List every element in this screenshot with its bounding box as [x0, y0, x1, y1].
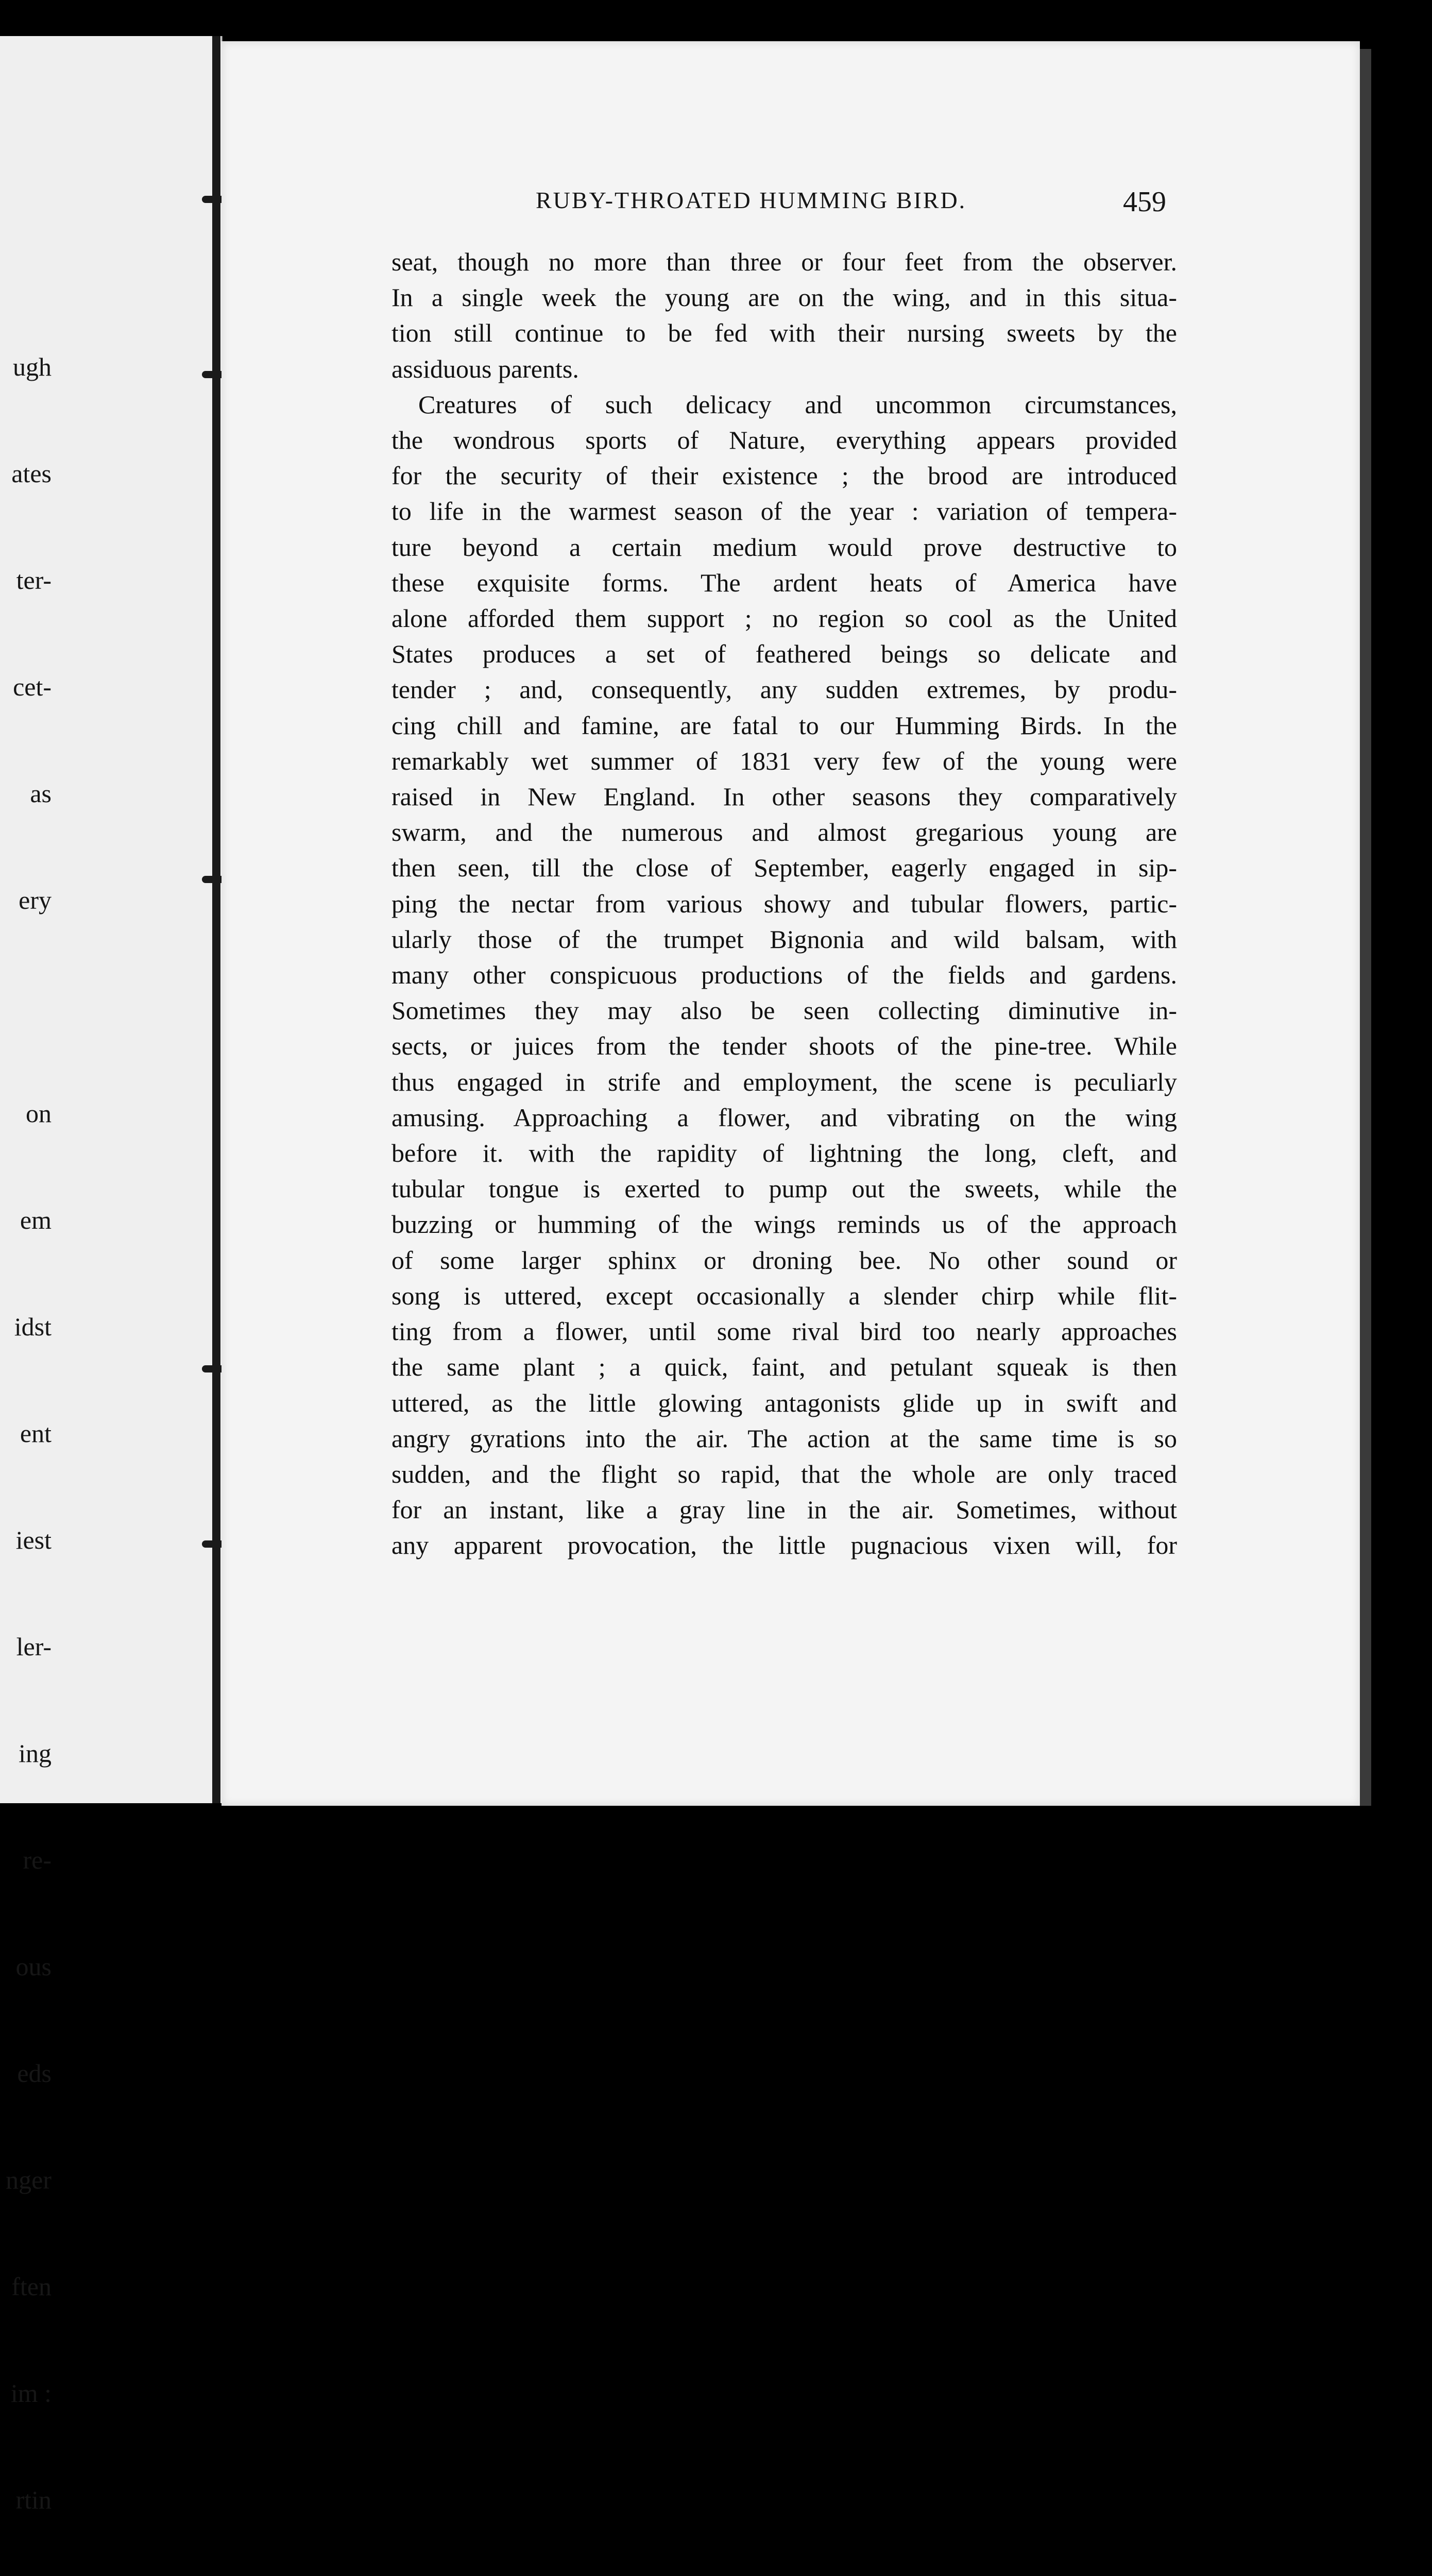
text-line: ularly those of the trumpet Bignonia and wild balsam, with — [391, 924, 1177, 954]
facing-line: ter- — [16, 566, 52, 595]
text-line: song is uttered, except occasionally a slender chirp while flit- — [391, 1281, 1177, 1310]
text-line: cing chill and famine, are fatal to our Humming Birds. In the — [391, 710, 1177, 740]
text-line: Creatures of such delicacy and uncommon circumstances, — [418, 389, 1177, 419]
text-line: many other conspicuous productions of the fields and gardens. — [391, 960, 1177, 990]
text-line: alone afforded them support ; no region so cool as the United — [391, 604, 1177, 633]
text-line: buzzing or humming of the wings reminds us of the approach — [391, 1210, 1177, 1239]
facing-line: rtin — [15, 2485, 52, 2514]
facing-line: ent — [20, 1419, 52, 1448]
text-line: uttered, as the little glowing antagonists glide up in swift and — [391, 1388, 1177, 1417]
facing-line: ates — [11, 459, 52, 488]
text-line: then seen, till the close of September, eagerly engaged in sip- — [391, 853, 1177, 883]
facing-line: em — [20, 1206, 52, 1234]
text-line: angry gyrations into the air. The action at the same time is so — [391, 1423, 1177, 1453]
page-number: 459 — [1123, 186, 1166, 218]
facing-line: nger — [6, 2165, 52, 2194]
facing-line: eds — [17, 2059, 52, 2088]
facing-line: ugh — [13, 352, 52, 381]
text-line: to life in the warmest season of the year : variation of tempera- — [391, 497, 1177, 526]
facing-line: ing — [19, 1739, 52, 1768]
facing-line: as — [30, 779, 52, 808]
text-line: amusing. Approaching a flower, and vibrating on the wing — [391, 1103, 1177, 1132]
text-line: of some larger sphinx or droning bee. No other sound or — [391, 1245, 1177, 1275]
text-line: these exquisite forms. The ardent heats of America have — [391, 568, 1177, 597]
text-line: sects, or juices from the tender shoots of the pine-tree. While — [391, 1031, 1177, 1061]
text-line: swarm, and the numerous and almost gregarious young are — [391, 818, 1177, 847]
body-text — [391, 244, 1177, 1564]
facing-page — [0, 36, 223, 2514]
facing-page-text — [0, 278, 52, 2576]
text-line: seat, though no more than three or four feet from the observer. — [391, 247, 1177, 276]
facing-line: on — [26, 1099, 52, 1128]
text-line: assiduous parents. — [391, 354, 579, 383]
facing-line: cet- — [13, 672, 52, 701]
text-line: ping the nectar from various showy and tubular flowers, partic- — [391, 889, 1177, 918]
text-line: before it. with the rapidity of lightning the long, cleft, and — [391, 1139, 1177, 1168]
page-edge — [1360, 49, 1371, 1806]
text-line: the wondrous sports of Nature, everything appears provided — [391, 426, 1177, 455]
text-line: tender ; and, consequently, any sudden extremes, by produ- — [391, 675, 1177, 704]
text-line: raised in New England. In other seasons they comparatively — [391, 782, 1177, 811]
facing-line: re- — [23, 1845, 52, 1874]
facing-line: ery — [19, 886, 52, 914]
text-line: remarkably wet summer of 1831 very few of the young were — [391, 746, 1177, 775]
text-line: any apparent provocation, the little pugnacious vixen will, for — [391, 1531, 1177, 1560]
facing-line: idst — [14, 1312, 52, 1341]
facing-line — [0, 989, 52, 1025]
text-line: thus engaged in strife and employment, the scene is peculiarly — [391, 1067, 1177, 1096]
text-line: for the security of their existence ; the brood are introduced — [391, 461, 1177, 490]
text-line: In a single week the young are on the wing, and in this situa- — [391, 283, 1177, 312]
text-line: ture beyond a certain medium would prove destructive to — [391, 532, 1177, 562]
facing-line: im : — [10, 2379, 52, 2408]
text-line: the same plant ; a quick, faint, and petulant squeak is then — [391, 1352, 1177, 1382]
binding-gutter — [212, 36, 220, 1803]
text-line: Sometimes they may also be seen collecting diminutive in- — [391, 996, 1177, 1025]
text-line: States produces a set of feathered beings so delicate and — [391, 639, 1177, 669]
text-line: ting from a flower, until some rival bird too nearly approaches — [391, 1317, 1177, 1346]
text-line: tion still continue to be fed with their nursing sweets by the — [391, 318, 1177, 348]
running-head: RUBY-THROATED HUMMING BIRD. — [536, 187, 967, 213]
facing-line: iest — [15, 1526, 52, 1554]
text-line: sudden, and the flight so rapid, that the whole are only traced — [391, 1459, 1177, 1488]
facing-line: ler- — [16, 1632, 52, 1661]
facing-line: ften — [11, 2272, 52, 2301]
facing-line: ous — [15, 1952, 52, 1981]
text-line: for an instant, like a gray line in the air. Sometimes, without — [391, 1495, 1177, 1524]
text-line: tubular tongue is exerted to pump out the sweets, while the — [391, 1174, 1177, 1204]
